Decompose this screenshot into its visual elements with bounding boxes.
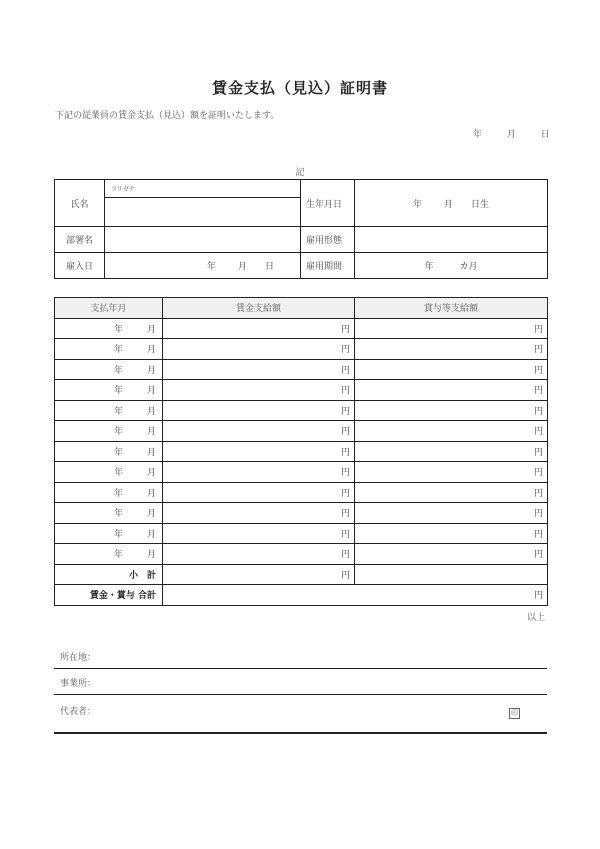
bonus-cell[interactable]	[355, 318, 548, 339]
pay-month-cell[interactable]	[55, 380, 163, 401]
issue-date-month: 月	[506, 130, 516, 140]
month-unit: 月	[146, 324, 156, 335]
payment-row	[55, 421, 548, 442]
yen-unit: 円	[533, 591, 543, 602]
payment-row	[55, 462, 548, 483]
issue-date	[473, 127, 550, 140]
dept-field[interactable]	[105, 227, 301, 253]
bonus-cell[interactable]	[355, 380, 548, 401]
wage-cell[interactable]	[163, 441, 355, 462]
payment-row	[55, 482, 548, 503]
payment-row	[55, 339, 548, 360]
year-unit: 年	[113, 529, 123, 540]
pay-month-cell[interactable]	[55, 359, 163, 380]
address-line[interactable]	[54, 643, 547, 669]
bonus-cell[interactable]	[355, 503, 548, 524]
month-unit: 月	[146, 468, 156, 479]
bonus-cell[interactable]	[355, 544, 548, 565]
year-unit: 年	[113, 488, 123, 499]
subtotal-label: 小 計	[55, 564, 163, 585]
pay-month-cell[interactable]	[55, 441, 163, 462]
yen-unit: 円	[533, 406, 543, 417]
employment-type-label: 雇用形態	[301, 227, 355, 253]
col-header-wage: 賃金支給額	[163, 298, 355, 319]
wage-cell[interactable]	[163, 544, 355, 565]
year-unit: 年	[113, 324, 123, 335]
total-label: 賃金・賞与 合計	[55, 585, 163, 606]
representative-label: 代表者：	[60, 707, 97, 717]
yen-unit: 円	[340, 570, 350, 581]
subtotal-bonus-cell	[355, 564, 548, 585]
yen-unit: 円	[533, 386, 543, 397]
pay-month-cell[interactable]	[55, 523, 163, 544]
year-unit: 年	[113, 509, 123, 520]
birth-date-field[interactable]	[355, 180, 548, 227]
bonus-cell[interactable]	[355, 462, 548, 483]
birth-day-unit: 日生	[471, 199, 490, 210]
payment-row	[55, 359, 548, 380]
yen-unit: 円	[340, 386, 350, 397]
month-unit: 月	[146, 509, 156, 520]
period-field[interactable]	[355, 253, 548, 279]
pay-month-cell[interactable]	[55, 400, 163, 421]
bonus-cell[interactable]	[355, 421, 548, 442]
pay-month-cell[interactable]	[55, 318, 163, 339]
pay-month-cell[interactable]	[55, 482, 163, 503]
year-unit: 年	[113, 365, 123, 376]
subtotal-wage-field[interactable]	[163, 564, 355, 585]
yen-unit: 円	[340, 468, 350, 479]
hire-date-field[interactable]	[105, 253, 301, 279]
total-field[interactable]	[163, 585, 548, 606]
ijo-text: 以上	[527, 613, 546, 623]
pay-month-cell[interactable]	[55, 462, 163, 483]
month-unit: 月	[146, 386, 156, 397]
yen-unit: 円	[340, 488, 350, 499]
yen-unit: 円	[340, 365, 350, 376]
year-unit: 年	[113, 386, 123, 397]
office-label: 事業所：	[60, 679, 97, 689]
payment-row	[55, 380, 548, 401]
yen-unit: 円	[533, 324, 543, 335]
yen-unit: 円	[340, 529, 350, 540]
page-title: 賃金支払（見込）証明書	[211, 79, 388, 97]
yen-unit: 円	[340, 345, 350, 356]
yen-unit: 円	[533, 529, 543, 540]
birth-label: 生年月日	[301, 180, 355, 227]
payment-row	[55, 441, 548, 462]
yen-unit: 円	[340, 427, 350, 438]
issue-date-year: 年	[473, 130, 483, 140]
month-unit: 月	[146, 550, 156, 561]
furigana-field[interactable]	[105, 180, 301, 198]
hire-month-unit: 月	[237, 262, 247, 272]
bonus-cell[interactable]	[355, 441, 548, 462]
yen-unit: 円	[340, 406, 350, 417]
name-field[interactable]	[105, 198, 301, 227]
representative-line[interactable]	[54, 695, 547, 734]
yen-unit: 円	[533, 468, 543, 479]
pay-month-cell[interactable]	[55, 339, 163, 360]
payment-row	[55, 400, 548, 421]
payment-row	[55, 318, 548, 339]
wage-cell[interactable]	[163, 318, 355, 339]
employment-type-field[interactable]	[355, 227, 548, 253]
name-label: 氏名	[55, 180, 105, 227]
yen-unit: 円	[340, 550, 350, 561]
period-month-unit: カ月	[459, 262, 478, 272]
month-unit: 月	[146, 427, 156, 438]
year-unit: 年	[113, 406, 123, 417]
yen-unit: 円	[340, 447, 350, 458]
period-year-unit: 年	[424, 262, 434, 272]
dept-label: 部署名	[55, 227, 105, 253]
payment-row	[55, 503, 548, 524]
year-unit: 年	[113, 345, 123, 356]
employee-info-table	[54, 179, 548, 279]
wage-cell[interactable]	[163, 359, 355, 380]
bonus-cell[interactable]	[355, 482, 548, 503]
yen-unit: 円	[340, 509, 350, 520]
month-unit: 月	[146, 365, 156, 376]
year-unit: 年	[113, 550, 123, 561]
wage-cell[interactable]	[163, 421, 355, 442]
yen-unit: 円	[533, 365, 543, 376]
month-unit: 月	[146, 406, 156, 417]
bonus-cell[interactable]	[355, 523, 548, 544]
intro-text: 下記の従業員の賃金支払（見込）額を証明いたします。	[55, 111, 280, 121]
yen-unit: 円	[533, 345, 543, 356]
year-unit: 年	[113, 468, 123, 479]
furigana-label: フリガナ	[111, 186, 135, 193]
pay-month-cell[interactable]	[55, 544, 163, 565]
month-unit: 月	[146, 529, 156, 540]
month-unit: 月	[146, 447, 156, 458]
col-header-bonus: 賞与等支給額	[355, 298, 548, 319]
col-header-pay-month: 支払年月	[55, 298, 163, 319]
seal-icon: 印	[511, 709, 518, 717]
pay-month-cell[interactable]	[55, 421, 163, 442]
wage-cell[interactable]	[163, 339, 355, 360]
yen-unit: 円	[533, 550, 543, 561]
period-label: 雇用期間	[301, 253, 355, 279]
month-unit: 月	[146, 345, 156, 356]
payment-row	[55, 544, 548, 565]
issue-date-day: 日	[540, 130, 550, 140]
bonus-cell[interactable]	[355, 339, 548, 360]
wage-cell[interactable]	[163, 380, 355, 401]
wage-cell[interactable]	[163, 482, 355, 503]
year-unit: 年	[113, 447, 123, 458]
payment-row	[55, 523, 548, 544]
wage-cell[interactable]	[163, 503, 355, 524]
month-unit: 月	[146, 488, 156, 499]
wage-cell[interactable]	[163, 523, 355, 544]
wage-cell[interactable]	[163, 400, 355, 421]
wage-cell[interactable]	[163, 462, 355, 483]
bonus-cell[interactable]	[355, 359, 548, 380]
yen-unit: 円	[533, 509, 543, 520]
bonus-cell[interactable]	[355, 400, 548, 421]
payment-table	[54, 297, 548, 606]
hire-label: 雇入日	[55, 253, 105, 279]
yen-unit: 円	[533, 427, 543, 438]
ki-heading: 記	[295, 168, 305, 178]
hire-year-unit: 年	[206, 262, 216, 272]
office-line[interactable]	[54, 669, 547, 695]
address-label: 所在地：	[60, 653, 97, 663]
pay-month-cell[interactable]	[55, 503, 163, 524]
hire-day-unit: 日	[264, 262, 274, 272]
year-unit: 年	[113, 427, 123, 438]
yen-unit: 円	[340, 324, 350, 335]
birth-year-unit: 年	[412, 199, 422, 210]
birth-month-unit: 月	[443, 199, 453, 210]
yen-unit: 円	[533, 488, 543, 499]
yen-unit: 円	[533, 447, 543, 458]
